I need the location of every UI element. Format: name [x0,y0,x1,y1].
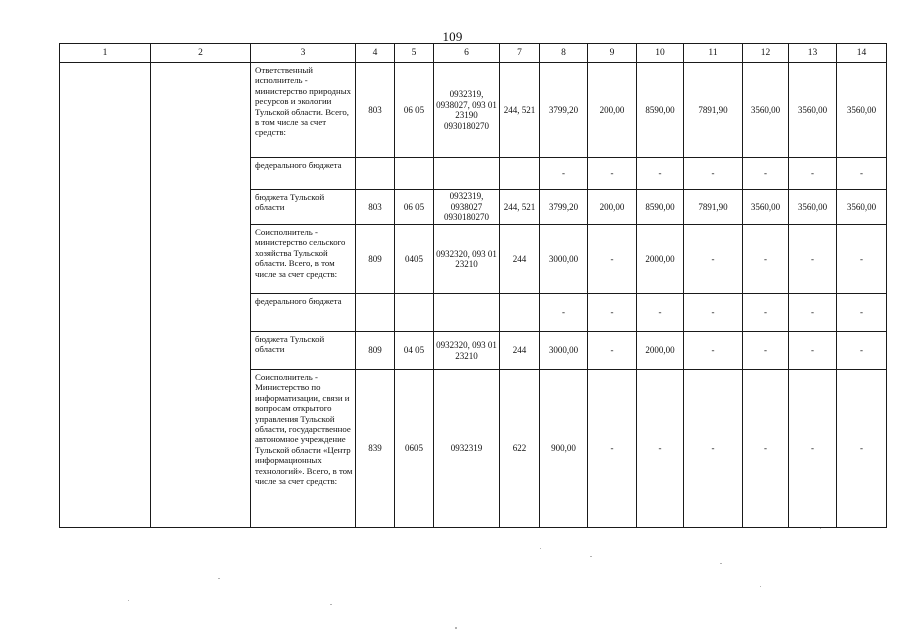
target-article-cell: 0932320, 093 01 23210 [434,332,500,370]
scan-speck [820,528,821,529]
scan-speck [455,627,457,629]
expense-type-cell: 244, 521 [500,63,540,158]
amount-cell: - [540,294,588,332]
amount-cell: - [637,370,684,528]
funding-source-cell: федерального бюджета [251,294,356,332]
page-number: 109 [442,29,463,44]
amount-cell: - [789,158,837,190]
amount-cell: 3560,00 [789,190,837,225]
amount-cell: - [684,370,743,528]
amount-cell: - [684,225,743,294]
target-article-cell [434,294,500,332]
amount-cell: 3000,00 [540,332,588,370]
amount-cell: 900,00 [540,370,588,528]
target-article-cell: 0932319, 0938027 0930180270 [434,190,500,225]
expense-type-cell [500,158,540,190]
amount-cell: 3560,00 [837,190,887,225]
section-cell: 04 05 [395,332,434,370]
column-header: 5 [395,44,434,63]
amount-cell: - [789,370,837,528]
amount-cell: - [588,158,637,190]
section-cell [395,294,434,332]
column-header: 10 [637,44,684,63]
budget-table [59,43,887,528]
amount-cell: 3560,00 [743,190,789,225]
amount-cell: 200,00 [588,63,637,158]
admin-code-cell: 809 [356,332,395,370]
column-header: 2 [151,44,251,63]
amount-cell: - [588,370,637,528]
funding-source-cell: бюджета Тульской области [251,332,356,370]
amount-cell: - [684,158,743,190]
admin-code-cell: 809 [356,225,395,294]
header-row [60,44,887,63]
target-article-cell: 0932319 [434,370,500,528]
column-header: 8 [540,44,588,63]
amount-cell: - [837,158,887,190]
amount-cell: - [743,225,789,294]
empty-cell-col1 [60,63,151,528]
amount-cell: 3560,00 [837,63,887,158]
amount-cell: 2000,00 [637,225,684,294]
column-header: 9 [588,44,637,63]
amount-cell: 3000,00 [540,225,588,294]
executor-cell: Соисполнитель - министерство сельского хозяйства Тульской области. Всего, в том числе за счет средств: [251,225,356,294]
column-header: 4 [356,44,395,63]
expense-type-cell: 244, 521 [500,190,540,225]
amount-cell: 3560,00 [789,63,837,158]
empty-cell-col2 [151,63,251,528]
scan-speck [720,563,722,564]
admin-code-cell: 839 [356,370,395,528]
scan-speck [760,586,761,587]
amount-cell: - [837,294,887,332]
scan-speck [330,604,332,605]
section-cell [395,158,434,190]
funding-source-cell: федерального бюджета [251,158,356,190]
section-cell: 06 05 [395,63,434,158]
column-header: 7 [500,44,540,63]
admin-code-cell: 803 [356,190,395,225]
scan-speck [128,600,129,601]
column-header: 13 [789,44,837,63]
amount-cell: 3560,00 [743,63,789,158]
amount-cell: 3799,20 [540,63,588,158]
executor-cell: Соисполнитель - Министерство по информатизации, связи и вопросам открытого управления Тульской области, государственное автономное учреждение Тульской области «Центр информационных технологий». Всего, в том числе за счет средств: [251,370,356,528]
amount-cell: - [789,294,837,332]
scan-speck [540,548,541,549]
amount-cell: - [684,294,743,332]
column-header: 6 [434,44,500,63]
admin-code-cell: 803 [356,63,395,158]
amount-cell: - [837,225,887,294]
expense-type-cell: 244 [500,225,540,294]
expense-type-cell: 244 [500,332,540,370]
amount-cell: - [637,294,684,332]
amount-cell: - [789,332,837,370]
column-header: 3 [251,44,356,63]
table-row [60,63,887,158]
funding-source-cell: бюджета Тульской области [251,190,356,225]
amount-cell: - [637,158,684,190]
amount-cell: 2000,00 [637,332,684,370]
amount-cell: - [588,332,637,370]
admin-code-cell [356,294,395,332]
expense-type-cell [500,294,540,332]
column-header: 1 [60,44,151,63]
target-article-cell: 0932320, 093 01 23210 [434,225,500,294]
section-cell: 06 05 [395,190,434,225]
column-header: 14 [837,44,887,63]
amount-cell: - [684,332,743,370]
amount-cell: - [837,332,887,370]
amount-cell: 200,00 [588,190,637,225]
amount-cell: - [743,370,789,528]
amount-cell: 8590,00 [637,63,684,158]
amount-cell: 7891,90 [684,190,743,225]
amount-cell: - [837,370,887,528]
amount-cell: 3799,20 [540,190,588,225]
amount-cell: - [743,294,789,332]
section-cell: 0605 [395,370,434,528]
amount-cell: 8590,00 [637,190,684,225]
amount-cell: - [540,158,588,190]
amount-cell: - [588,294,637,332]
amount-cell: - [588,225,637,294]
scan-speck [590,556,592,557]
amount-cell: - [743,158,789,190]
target-article-cell: 0932319, 0938027, 093 01 23190 0930180270 [434,63,500,158]
section-cell: 0405 [395,225,434,294]
scan-speck [218,578,220,579]
column-header: 11 [684,44,743,63]
target-article-cell [434,158,500,190]
amount-cell: - [743,332,789,370]
expense-type-cell: 622 [500,370,540,528]
amount-cell: 7891,90 [684,63,743,158]
amount-cell: - [789,225,837,294]
executor-cell: Ответственный исполнитель - министерство природных ресурсов и экологии Тульской области. Всего, в том числе за счет средств: [251,63,356,158]
column-header: 12 [743,44,789,63]
admin-code-cell [356,158,395,190]
